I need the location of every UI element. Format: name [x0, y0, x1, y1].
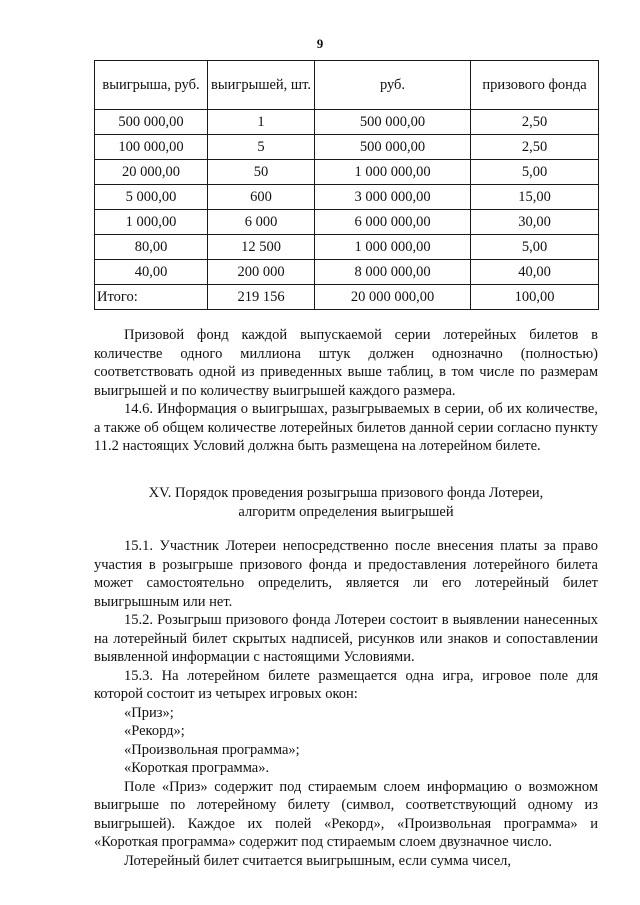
paragraph-15-2: 15.2. Розыгрыш призового фонда Лотереи состоит в выявлении нанесенных на лотерейный билет скрытых надписей, рисунков или знаков и сопоставлении выявленной информации с настоящими Условиями. [94, 612, 598, 665]
cell-fund-percent: 2,50 [471, 110, 599, 135]
cell-prize-amount: 100 000,00 [95, 135, 208, 160]
cell-prize-amount: 500 000,00 [95, 110, 208, 135]
section-15-heading [94, 484, 598, 521]
table-row [95, 235, 599, 260]
section-15-body [94, 537, 598, 870]
header-fund-percent: призового фонда [471, 61, 599, 110]
cell-prize-count: 5 [208, 135, 315, 160]
cell-fund-rub: 3 000 000,00 [315, 185, 471, 210]
paragraph-14-6: 14.6. Информация о выигрышах, разыгрываемых в серии, об их количестве, а также об общем количестве лотерейных билетов данной серии согласно пункту 11.2 настоящих Условий должна быть размещена на лотерейном билете. [94, 401, 598, 454]
cell-fund-percent: 5,00 [471, 160, 599, 185]
cell-fund-rub: 1 000 000,00 [315, 160, 471, 185]
cell-total-count: 219 156 [208, 285, 315, 310]
section-heading-line2: алгоритм определения выигрышей [238, 503, 454, 520]
paragraph-fields: Поле «Приз» содержит под стираемым слоем информацию о возможном выигрыше по лотерейному билету (символ, соответствующий одному из выигрышей). Каждое их полей «Рекорд», «Произвольная программа» и «Короткая программа» содержит под стираемым слоем двузначное число. [94, 778, 598, 850]
page-number: 9 [316, 36, 324, 51]
cell-total-percent: 100,00 [471, 285, 599, 310]
cell-fund-percent: 30,00 [471, 210, 599, 235]
cell-prize-amount: 5 000,00 [95, 185, 208, 210]
cell-fund-rub: 500 000,00 [315, 110, 471, 135]
cell-fund-rub: 500 000,00 [315, 135, 471, 160]
table-row [95, 260, 599, 285]
cell-fund-percent: 5,00 [471, 235, 599, 260]
section-14-continuation [94, 326, 598, 456]
cell-fund-rub: 6 000 000,00 [315, 210, 471, 235]
list-item-free-program: «Произвольная программа»; [124, 741, 300, 758]
list-item-record: «Рекорд»; [124, 723, 185, 739]
table-row [95, 185, 599, 210]
cell-prize-count: 50 [208, 160, 315, 185]
paragraph-15-1: 15.1. Участник Лотереи непосредственно после внесения платы за право участия в розыгрыше призового фонда и предоставления лотерейного билета может самостоятельно определить, является ли его лотерейный билет выигрышным или нет. [94, 538, 598, 610]
header-fund-rub: руб. [315, 61, 471, 110]
cell-prize-count: 6 000 [208, 210, 315, 235]
cell-prize-count: 1 [208, 110, 315, 135]
list-item-short-program: «Короткая программа». [124, 760, 270, 776]
cell-total-label: Итого: [95, 285, 208, 310]
cell-prize-count: 12 500 [208, 235, 315, 260]
cell-prize-count: 600 [208, 185, 315, 210]
cell-prize-amount: 1 000,00 [95, 210, 208, 235]
cell-fund-percent: 15,00 [471, 185, 599, 210]
cell-total-rub: 20 000 000,00 [315, 285, 471, 310]
list-item-prize: «Приз»; [124, 704, 174, 721]
cell-prize-count: 200 000 [208, 260, 315, 285]
section-heading-line1: XV. Порядок проведения розыгрыша призового фонда Лотереи, [148, 485, 544, 501]
cell-fund-percent: 2,50 [471, 135, 599, 160]
table-row [95, 160, 599, 185]
paragraph-winning-condition: Лотерейный билет считается выигрышным, если сумма чисел, [124, 852, 512, 869]
cell-fund-percent: 40,00 [471, 260, 599, 285]
cell-fund-rub: 8 000 000,00 [315, 260, 471, 285]
header-prize-count: выигрышей, шт. [208, 61, 315, 110]
table-header-row [95, 61, 599, 110]
table-row [95, 210, 599, 235]
cell-prize-amount: 80,00 [95, 235, 208, 260]
cell-fund-rub: 1 000 000,00 [315, 235, 471, 260]
paragraph-prize-fund: Призовой фонд каждой выпускаемой серии лотерейных билетов в количестве одного миллиона штук должен однозначно (полностью) соответствовать одной из приведенных выше таблиц, в том числе по размерам выигрышей и по количеству выигрышей каждого размера. [94, 327, 598, 399]
header-prize-amount: выигрыша, руб. [95, 61, 208, 110]
prize-fund-table [94, 60, 599, 310]
cell-prize-amount: 20 000,00 [95, 160, 208, 185]
table-row [95, 135, 599, 160]
paragraph-15-3: 15.3. На лотерейном билете размещается одна игра, игровое поле для которой состоит из четырех игровых окон: [94, 667, 598, 702]
cell-prize-amount: 40,00 [95, 260, 208, 285]
table-total-row [95, 285, 599, 310]
table-row [95, 110, 599, 135]
